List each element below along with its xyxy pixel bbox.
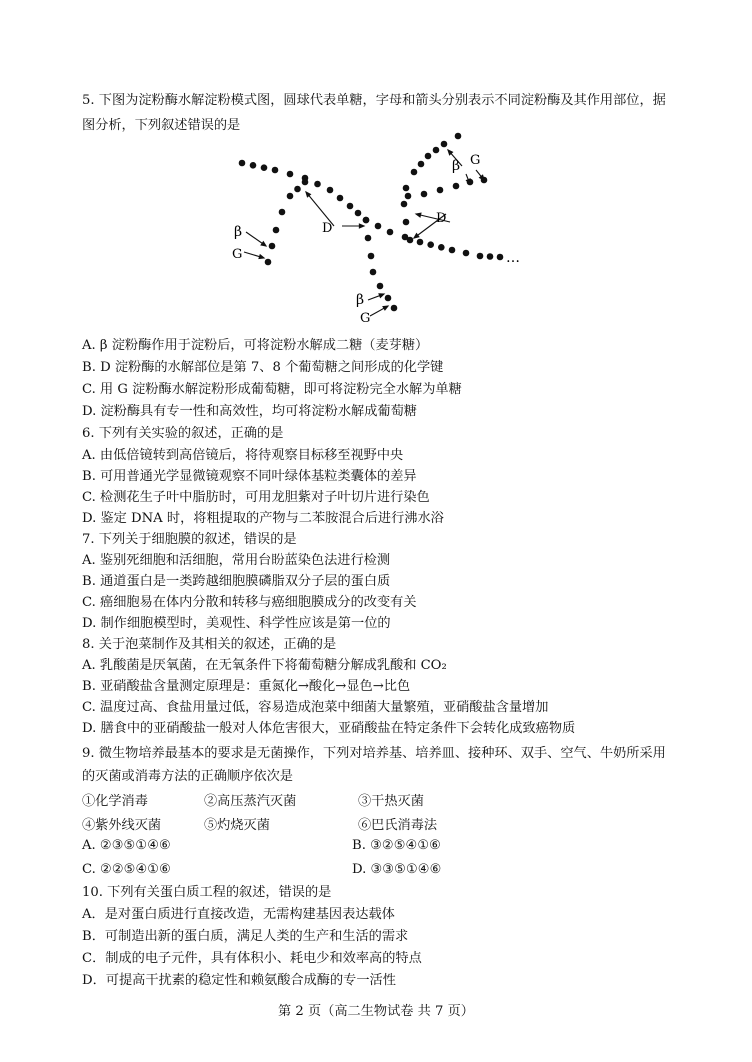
glucose-bead xyxy=(273,227,280,234)
q6-option-c: C. 检测花生子叶中脂肪时，可用龙胆紫对子叶切片进行染色 xyxy=(82,490,430,505)
q9-option-b: B. ③②⑤④①⑥ xyxy=(352,838,442,853)
glucose-bead xyxy=(269,243,276,250)
enzyme-arrowhead xyxy=(414,234,419,238)
q8-stem: 8. 关于泡菜制作及其相关的叙述，正确的是 xyxy=(82,637,337,652)
q5-option-b: B. D 淀粉酶的水解部位是第 7、8 个葡萄糖之间形成的化学键 xyxy=(82,360,444,375)
glucose-bead xyxy=(449,247,456,254)
q9-method-3: ③干热灭菌 xyxy=(358,794,424,809)
glucose-bead xyxy=(407,237,414,244)
glucose-bead xyxy=(411,169,418,176)
q7-stem: 7. 下列关于细胞膜的叙述，错误的是 xyxy=(82,532,297,547)
glucose-bead xyxy=(497,254,504,261)
q9-option-a: A. ②③⑤①④⑥ xyxy=(82,838,171,853)
q9-option-c: C. ②②⑤④①⑥ xyxy=(82,862,171,877)
glucose-bead xyxy=(421,191,428,198)
enzyme-arrow xyxy=(370,306,388,316)
q10-option-d: D．可提高干扰素的稳定性和赖氨酸合成酶的专一活性 xyxy=(82,973,396,988)
glucose-bead xyxy=(433,147,440,154)
q6-option-a: A. 由低倍镜转到高倍镜后，将待观察目标移至视野中央 xyxy=(82,448,404,463)
q8-option-b: B. 亚硝酸盐含量测定原理是：重氮化→酸化→显色→比色 xyxy=(82,679,411,694)
glucose-bead xyxy=(401,201,408,208)
glucose-bead xyxy=(427,241,434,248)
enzyme-arrowhead xyxy=(306,192,310,197)
glucose-bead xyxy=(279,209,286,216)
q9-option-d: D. ③③⑤①④⑥ xyxy=(352,862,442,877)
q5-stem: 5. 下图为淀粉酶水解淀粉模式图，圆球代表单糖，字母和箭头分别表示不同淀粉酶及其作用部位，据图分析，下列叙述错误的是 xyxy=(82,93,666,133)
glucose-bead xyxy=(463,250,470,257)
enzyme-arrowhead xyxy=(359,224,364,228)
q9-method-1: ①化学消毒 xyxy=(82,794,148,809)
glucose-bead xyxy=(481,177,488,184)
q8-option-c: C. 温度过高、食盐用量过低，容易造成泡菜中细菌大量繁殖，亚硝酸盐含量增加 xyxy=(82,700,549,715)
glucose-bead xyxy=(417,239,424,246)
glucose-bead xyxy=(355,210,362,217)
enzyme-arrow xyxy=(246,232,266,246)
enzyme-arrow xyxy=(368,294,384,300)
q9-method-6: ⑥巴氏消毒法 xyxy=(358,818,438,833)
glucose-bead xyxy=(265,259,272,266)
glucose-bead xyxy=(302,175,309,182)
enzyme-arrowhead xyxy=(480,175,484,180)
glucose-bead xyxy=(375,223,382,230)
glucose-bead xyxy=(402,234,409,241)
glucose-bead xyxy=(261,164,268,171)
q9-method-5: ⑤灼烧灭菌 xyxy=(204,818,270,833)
q8-option-d: D. 膳食中的亚硝酸盐一般对人体危害很大，亚硝酸盐在特定条件下会转化成致癌物质 xyxy=(82,721,576,736)
glucose-bead xyxy=(347,203,354,210)
glucose-bead xyxy=(294,186,301,193)
glucose-beads xyxy=(239,133,504,312)
beta-label-bottom: β xyxy=(356,292,365,308)
glucose-bead xyxy=(272,167,279,174)
q9-method-2: ②高压蒸汽灭菌 xyxy=(204,794,297,809)
glucose-bead xyxy=(425,153,432,160)
g-label-left: G xyxy=(232,247,243,262)
q7-option-d: D. 制作细胞模型时，美观性、科学性应该是第一位的 xyxy=(82,616,391,631)
glucose-bead xyxy=(363,217,370,224)
q10-option-c: C．制成的电子元件，具有体积小、耗电少和效率高的特点 xyxy=(82,951,422,966)
q8-option-a: A. 乳酸菌是厌氧菌，在无氧条件下将葡萄糖分解成乳酸和 CO₂ xyxy=(82,658,447,673)
q7-option-c: C. 癌细胞易在体内分散和转移与癌细胞膜成分的改变有关 xyxy=(82,595,417,610)
q6-option-d: D. 鉴定 DNA 时，将粗提取的产物与二苯胺混合后进行沸水浴 xyxy=(82,511,444,526)
page-footer: 第 2 页（高二生物试卷 共 7 页） xyxy=(278,1004,474,1019)
glucose-bead xyxy=(287,193,294,200)
d-label-center: D xyxy=(322,221,333,236)
enzyme-arrowhead xyxy=(383,306,388,310)
q10-option-b: B．可制造出新的蛋白质，满足人类的生产和生活的需求 xyxy=(82,929,409,944)
q5-option-a: A. β 淀粉酶作用于淀粉后，可将淀粉水解成二糖（麦芽糖） xyxy=(82,338,429,353)
enzyme-arrow xyxy=(416,214,450,222)
glucose-bead xyxy=(441,141,448,148)
glucose-bead xyxy=(250,162,257,169)
q5-option-c: C. 用 G 淀粉酶水解淀粉形成葡萄糖，即可将淀粉完全水解为单糖 xyxy=(82,382,462,397)
enzyme-arrow xyxy=(466,174,470,184)
enzyme-arrow xyxy=(306,192,334,226)
glucose-bead xyxy=(385,295,392,302)
glucose-bead xyxy=(391,305,398,312)
glucose-bead xyxy=(377,283,384,290)
beta-label-right: β xyxy=(452,158,461,174)
g-label-bottom: G xyxy=(360,311,371,326)
glucose-bead xyxy=(453,183,460,190)
q9-method-4: ④紫外线灭菌 xyxy=(82,818,162,833)
q10-stem: 10. 下列有关蛋白质工程的叙述，错误的是 xyxy=(82,885,332,900)
enzyme-arrow xyxy=(476,170,484,180)
enzyme-arrow xyxy=(448,150,462,166)
glucose-bead xyxy=(403,219,410,226)
q6-option-b: B. 可用普通光学显微镜观察不同叶绿体基粒类囊体的差异 xyxy=(82,469,417,484)
glucose-bead xyxy=(368,253,375,260)
glucose-bead xyxy=(487,253,494,260)
enzyme-arrowhead xyxy=(261,242,266,246)
glucose-bead xyxy=(405,193,412,200)
q9-stem: 9. 微生物培养最基本的要求是无菌操作，下列对培养基、培养皿、接种环、双手、空气、牛奶所采用的灭菌或消毒方法的正确顺序依次是 xyxy=(82,746,666,784)
glucose-bead xyxy=(365,235,372,242)
q10-option-a: A．是对蛋白质进行直接改造，无需构建基因表达载体 xyxy=(82,907,395,922)
glucose-bead xyxy=(302,179,309,186)
enzyme-arrowhead xyxy=(448,150,452,155)
enzyme-arrow xyxy=(244,252,264,258)
d-label-right: D xyxy=(436,211,447,226)
chain-ellipsis: … xyxy=(506,250,520,266)
q6-stem: 6. 下列有关实验的叙述，正确的是 xyxy=(82,426,284,441)
beta-label-left: β xyxy=(234,224,243,240)
q7-option-b: B. 通道蛋白是一类跨越细胞膜磷脂双分子层的蛋白质 xyxy=(82,574,391,589)
glucose-bead xyxy=(363,217,370,224)
glucose-bead xyxy=(387,229,394,236)
glucose-bead xyxy=(477,253,484,260)
glucose-bead xyxy=(337,195,344,202)
enzyme-arrowhead xyxy=(416,213,421,217)
glucose-bead xyxy=(287,171,294,178)
glucose-bead xyxy=(418,161,425,168)
enzyme-arrow xyxy=(414,214,446,238)
glucose-bead xyxy=(438,244,445,251)
glucose-bead xyxy=(327,187,334,194)
glucose-bead xyxy=(467,179,474,186)
glucose-bead xyxy=(370,269,377,276)
enzyme-arrows xyxy=(244,150,484,316)
g-label-right: G xyxy=(470,153,481,168)
glucose-bead xyxy=(314,181,321,188)
glucose-bead xyxy=(437,187,444,194)
enzyme-arrowhead xyxy=(379,294,384,298)
enzyme-arrowhead xyxy=(259,255,264,259)
glucose-bead xyxy=(403,185,410,192)
q7-option-a: A. 鉴别死细胞和活细胞，常用台盼蓝染色法进行检测 xyxy=(82,553,391,568)
enzyme-arrowhead xyxy=(466,179,470,184)
q5-option-d: D. 淀粉酶具有专一性和高效性，均可将淀粉水解成葡萄糖 xyxy=(82,404,417,419)
glucose-bead xyxy=(239,160,246,167)
